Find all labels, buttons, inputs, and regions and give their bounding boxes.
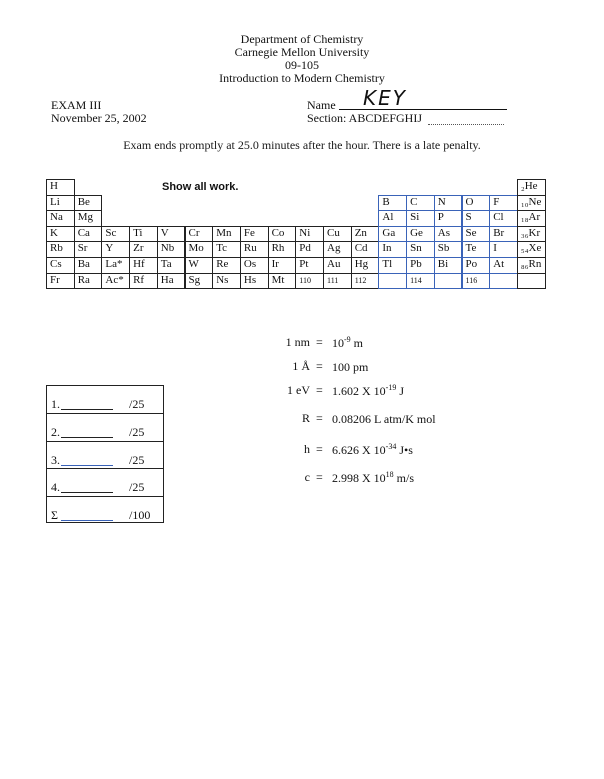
element-cell: Fe [240,226,269,243]
constant-value-exponent: -19 [385,383,397,392]
element-cell: Fr [46,273,75,290]
element-cell: Ca [74,226,103,243]
exam-date: November 25, 2002 [51,111,147,125]
element-cell: Ir [268,257,297,274]
element-cell: Si [406,210,435,227]
element-cell: Ti [129,226,158,243]
element-cell: Ge [406,226,435,243]
element-cell: Rb [46,241,75,258]
score-blank[interactable] [61,409,113,410]
element-cell: Ac* [101,273,130,290]
periodic-table [0,0,604,300]
element-cell: W [185,257,214,274]
element-cell: Zn [351,226,380,243]
score-blank[interactable] [61,492,113,493]
element-cell: Po [462,257,491,274]
constant-value-exponent: -9 [344,335,351,344]
element-cell: H [46,179,75,196]
element-cell: Y [101,241,130,258]
element-cell [434,273,463,290]
element-cell: Pt [295,257,324,274]
section-label: Section: ABCDEFGHIJ [307,111,423,125]
element-cell: P [434,210,463,227]
university-heading: Carnegie Mellon University [234,45,370,59]
department-heading: Department of Chemistry [240,32,364,46]
constant-label: 1 eV [287,383,310,397]
equals-sign: = [316,383,323,397]
element-cell: Ru [240,241,269,258]
element-cell: V [157,226,186,243]
course-title: Introduction to Modern Chemistry [219,71,385,85]
element-cell: Rf [129,273,158,290]
score-blank[interactable] [61,437,113,438]
course-number: 09-105 [285,58,319,72]
constant-value-base: 6.626 X 10 [332,443,386,457]
element-cell: Li [46,195,75,212]
constant-value-base: 10 [332,336,344,350]
constant-value-unit: m/s [393,471,415,485]
constant-value-unit: m [350,336,364,350]
element-cell: 111 [323,273,352,290]
element-cell: ₈₆Rn [517,257,546,274]
element-cell: Te [462,241,491,258]
constant-label: R [301,411,310,425]
element-cell: Ra [74,273,103,290]
element-cell: Sc [101,226,130,243]
element-cell: Hs [240,273,269,290]
element-cell [517,273,546,290]
element-cell: Cd [351,241,380,258]
element-cell: 110 [295,273,324,290]
element-cell: Au [323,257,352,274]
element-cell: Ni [295,226,324,243]
element-cell: Sg [185,273,214,290]
element-cell: Pb [406,257,435,274]
element-cell: Mt [268,273,297,290]
constant-value [332,411,436,427]
element-cell: Br [489,226,518,243]
score-total: /25 [129,480,145,495]
name-value: KEY [363,86,407,110]
constant-value-base: 2.998 X 10 [332,471,386,485]
score-row [47,413,163,440]
element-cell: Nb [157,241,186,258]
element-cell: Ga [378,226,407,243]
element-cell: Cr [185,226,214,243]
element-cell: Bi [434,257,463,274]
element-cell: Zr [129,241,158,258]
constant-value [332,383,404,399]
element-cell: K [46,226,75,243]
element-cell [378,273,407,290]
score-total: /25 [129,452,145,467]
element-cell: Ha [157,273,186,290]
element-cell: Ba [74,257,103,274]
element-cell: Mg [74,210,103,227]
element-cell: S [462,210,491,227]
constant-label: c [304,470,310,484]
equals-sign: = [316,335,323,349]
exam-title: EXAM III [51,98,102,112]
constant-value [332,359,368,375]
element-cell: ₅₄Xe [517,241,546,258]
constant-value-base: 0.08206 L atm/K mol [332,412,436,426]
element-cell [489,273,518,290]
instructions: Show all work. [162,181,239,193]
score-row [47,496,163,523]
element-cell: Na [46,210,75,227]
element-cell: Os [240,257,269,274]
element-cell: As [434,226,463,243]
element-cell: ₂He [517,179,546,196]
constant-value [332,470,414,486]
element-cell: Ns [212,273,241,290]
element-cell: I [489,241,518,258]
constant-value [332,442,413,458]
score-question-label: 2. [51,425,60,440]
element-cell: Ta [157,257,186,274]
constant-label: h [304,442,310,456]
element-cell: Mo [185,241,214,258]
score-total: /25 [129,425,145,440]
element-cell: Pd [295,241,324,258]
element-cell: Cs [46,257,75,274]
element-cell: Sb [434,241,463,258]
element-cell: Cl [489,210,518,227]
element-cell: Mn [212,226,241,243]
element-cell: C [406,195,435,212]
score-question-label: 4. [51,480,60,495]
name-label: Name [307,98,336,112]
element-cell: Sn [406,241,435,258]
constant-value [332,335,363,351]
element-cell: F [489,195,518,212]
score-row [47,441,163,468]
score-question-label: 1. [51,397,60,411]
score-total: /100 [129,507,151,522]
element-cell: Hg [351,257,380,274]
element-cell: Tl [378,257,407,274]
equals-sign: = [316,470,323,484]
constant-label: 1 nm [285,335,310,349]
element-cell: Be [74,195,103,212]
score-box [46,385,164,523]
element-cell: Se [462,226,491,243]
element-cell: Al [378,210,407,227]
constant-value-exponent: 18 [385,470,394,479]
constant-value-base: 1.602 X 10 [332,384,386,398]
element-cell: La* [101,257,130,274]
equals-sign: = [316,442,323,456]
element-cell: O [462,195,491,212]
element-cell: In [378,241,407,258]
late-penalty-notice: Exam ends promptly at 25.0 minutes after the hour. There is a late penalty. [123,138,481,152]
element-cell: 114 [406,273,435,290]
score-blank[interactable] [61,520,113,521]
element-cell: Sr [74,241,103,258]
constant-value-base: 100 pm [332,360,369,374]
element-cell: Rh [268,241,297,258]
element-cell: Hf [129,257,158,274]
score-question-label: 3. [51,452,60,467]
constant-value-unit: J•s [396,443,413,457]
score-question-label: Σ [51,507,58,522]
constant-value-unit: J [396,384,405,398]
element-cell: Tc [212,241,241,258]
element-cell: 116 [462,273,491,290]
element-cell: ₁₈Ar [517,210,546,227]
element-cell: N [434,195,463,212]
element-cell: Ag [323,241,352,258]
equals-sign: = [316,411,323,425]
constant-value-exponent: -34 [385,442,397,451]
element-cell: ₃₆Kr [517,226,546,243]
element-cell: ₁₀Ne [517,195,546,212]
element-cell: B [378,195,407,212]
constant-label: 1 Å [292,359,310,373]
score-total: /25 [129,397,145,411]
score-row [47,386,163,413]
element-cell: Re [212,257,241,274]
element-cell: At [489,257,518,274]
score-blank[interactable] [61,465,113,466]
equals-sign: = [316,359,323,373]
score-row [47,468,163,495]
element-cell: 112 [351,273,380,290]
element-cell: Co [268,226,297,243]
element-cell: Cu [323,226,352,243]
